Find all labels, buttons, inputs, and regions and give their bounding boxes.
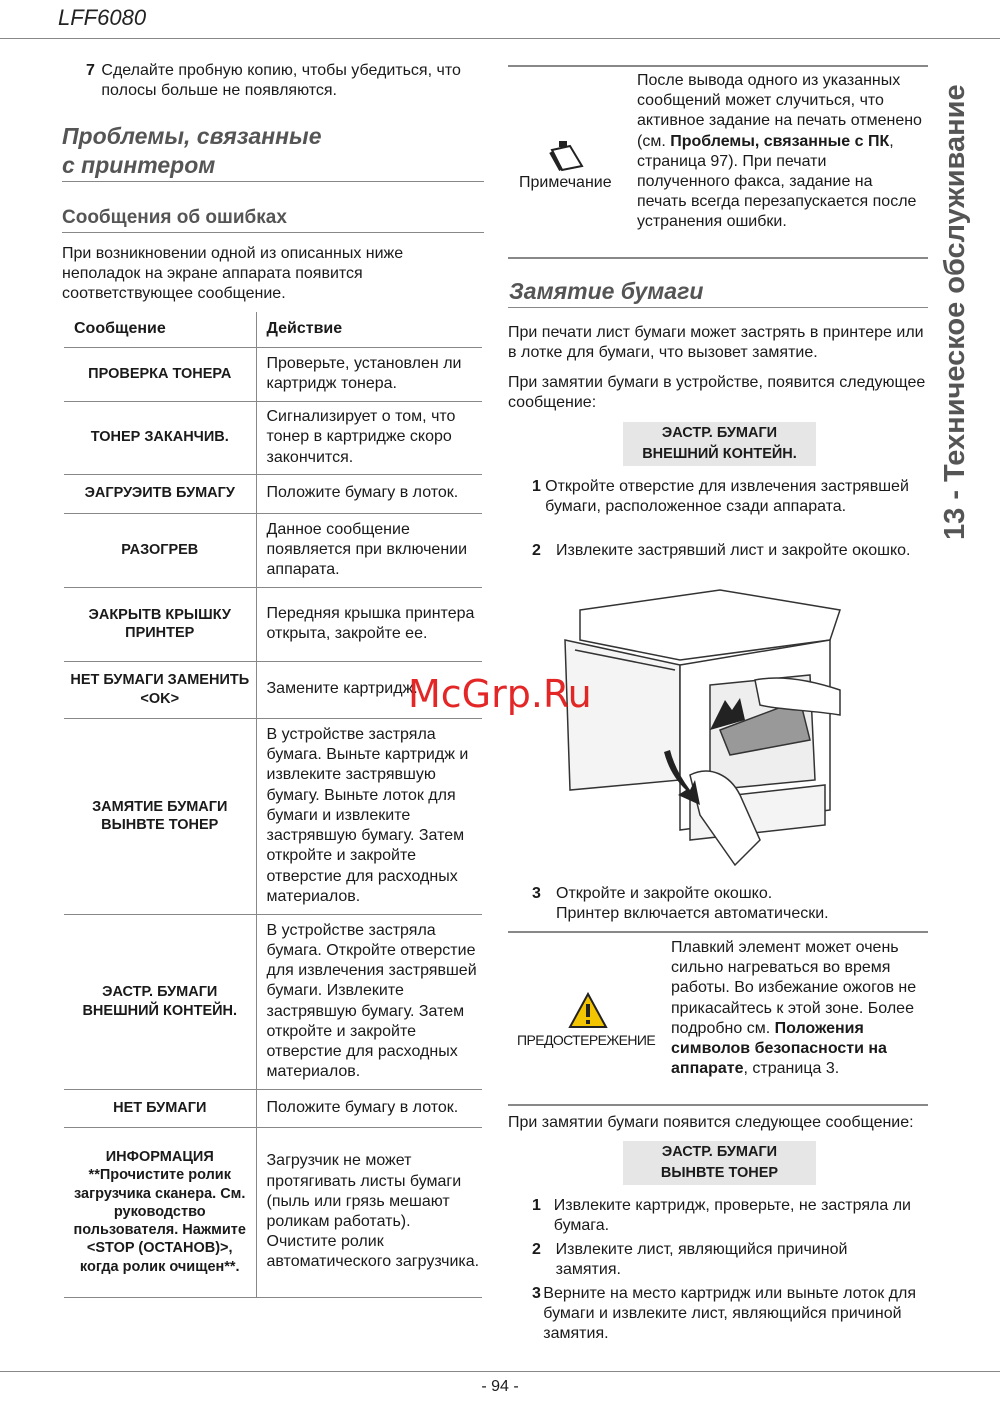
action-cell: В устройстве застряла бумага. Откройте отверстие для извлечения застрявшей бумаги. Извлеките застрявшую бумагу. Затем откройте и закройте отверстие для расходных материалов. — [266, 921, 477, 1081]
table-row — [64, 513, 482, 587]
section-title-line-2: с принтером — [62, 152, 216, 178]
warning-text-part: Плавкий элемент может очень сильно нагреваться во время работы. Во избежание ожогов не прикасайтесь к этой зоне. Более подробно см. — [671, 939, 917, 1037]
step-2 — [532, 541, 932, 561]
step-text: Верните на место картридж или выньте лоток для бумаги и извлеките лист, являющийся причиной замятия. — [543, 1285, 916, 1343]
step-text: Откройте и закройте окошко. — [556, 885, 773, 902]
action-cell: Передняя крышка принтера открыта, закройте ее. — [266, 604, 475, 642]
subsection-rule — [62, 232, 484, 233]
note-label: Примечание — [519, 174, 612, 191]
step-3 — [532, 1284, 922, 1345]
table-row — [64, 1127, 482, 1297]
step-text: Извлеките застрявший лист и закройте окошко. — [556, 542, 911, 559]
message-cell: ЗАМЯТИЕ БУМАГИ ВЫНВТЕ ТОНЕР — [64, 718, 256, 914]
step-2 — [532, 1240, 912, 1280]
action-cell: Положите бумагу в лоток. — [266, 484, 459, 502]
step-number: 2 — [532, 542, 541, 559]
table-row — [64, 587, 482, 661]
step-7 — [86, 61, 486, 101]
step-number: 3 — [532, 1285, 541, 1302]
step-text: Сделайте пробную копию, чтобы убедиться, что полосы больше не появляются. — [101, 62, 461, 100]
step-number: 2 — [532, 1241, 541, 1258]
table-row — [64, 474, 482, 513]
step-1 — [532, 1196, 932, 1236]
footer-rule — [0, 1371, 1000, 1372]
message-cell: ТОНЕР ЗАКАНЧИВ. — [64, 401, 256, 474]
step-1 — [532, 477, 912, 517]
table-row — [64, 347, 482, 401]
display-message-line: ВНЕШНИЙ КОНТЕЙН. — [642, 446, 797, 462]
warning-label: ПРЕДОСТЕРЕЖЕНИЕ — [517, 1032, 656, 1048]
header-rule — [0, 38, 1000, 39]
display-message-line: ЭАСТР. БУМАГИ — [661, 1144, 778, 1160]
table-header-row — [64, 312, 482, 347]
section-title — [62, 122, 321, 180]
paragraph: При замятии бумаги появится следующее сообщение: — [508, 1114, 914, 1131]
page-number: - 94 - — [481, 1378, 519, 1395]
note-text-part: После вывода одного из указанных сообщений может случиться, что активное задание на печать отменено (см. — [637, 72, 922, 150]
display-message-box — [623, 1141, 816, 1185]
section-rule — [62, 181, 484, 182]
action-cell: Замените картридж. — [266, 680, 418, 698]
step-number: 3 — [532, 885, 541, 902]
step-3 — [532, 884, 912, 924]
table-row — [64, 401, 482, 474]
note-bottom-rule — [508, 257, 928, 259]
subsection-title: Сообщения об ошибках — [62, 207, 287, 228]
display-message-line: ВЫНВТЕ ТОНЕР — [660, 1165, 779, 1181]
action-cell: В устройстве застряла бумага. Выньте картридж и извлеките застрявшую бумагу. Выньте лоток для бумаги и извлеките застрявшую бумагу. Затем откройте и закройте отверстие для расходных материалов. — [266, 726, 469, 905]
note-text-part: , страница 97). При печати полученного факса, задание на печать всегда перезапускается после устранения ошибки. — [637, 132, 917, 231]
error-messages-table — [64, 312, 482, 1298]
clipboard-note-icon — [548, 138, 586, 172]
warning-top-rule — [508, 931, 928, 933]
column-header: Сообщение — [64, 312, 256, 347]
intro-text: При возникновении одной из описанных ниже неполадок на экране аппарата появится соответствующее сообщение. — [62, 245, 404, 303]
step-text: Извлеките лист, являющийся причиной замятия. — [555, 1241, 848, 1279]
paragraph: При печати лист бумаги может застрять в принтере или в лотке для бумаги, что вызовет замятие. — [508, 324, 924, 362]
chapter-side-title: 13 - Техническое обслуживание — [939, 84, 971, 540]
warning-bottom-rule — [508, 1104, 928, 1106]
message-cell: НЕТ БУМАГИ ЗАМЕНИТЬ <OK> — [64, 661, 256, 718]
step-text: Принтер включается автоматически. — [556, 905, 829, 923]
message-cell: ЭАГРУЭИТВ БУМАГУ — [64, 474, 256, 513]
table-row — [64, 1089, 482, 1127]
action-cell: Положите бумагу в лоток. — [266, 1098, 459, 1116]
action-cell: Загрузчик не может протягивать листы бумаги (пыль или грязь мешают роликам работать). Очистите ролик автоматического загрузчика. — [266, 1152, 480, 1271]
section-rule — [508, 307, 928, 308]
section-title-paper-jam: Замятие бумаги — [509, 278, 704, 304]
document-header-title: LFF6080 — [58, 5, 147, 30]
warning-text-part: , страница 3. — [743, 1060, 840, 1078]
printer-paper-jam-illustration — [560, 580, 850, 870]
step-number: 1 — [532, 1197, 541, 1214]
message-cell: ИНФОРМАЦИЯ **Прочистите ролик загрузчика сканера. См. руководство пользователя. Нажмите <STOP (ОСТАНОВ)>, когда ролик очищен**. — [64, 1127, 256, 1297]
action-cell: Проверьте, установлен ли картридж тонера. — [266, 354, 462, 392]
watermark: McGrp.Ru — [408, 672, 592, 716]
step-number: 1 — [532, 478, 541, 495]
note-top-rule — [508, 65, 928, 67]
step-text: Откройте отверстие для извлечения застрявшей бумаги, расположенное сзади аппарата. — [545, 478, 909, 516]
display-message-box — [623, 422, 816, 466]
step-number: 7 — [86, 62, 95, 79]
section-title-line-1: Проблемы, связанные — [62, 123, 322, 149]
step-text: Извлеките картридж, проверьте, не застряла ли бумага. — [553, 1197, 911, 1235]
warning-link-text: Положения символов безопасности на аппарате — [671, 1019, 887, 1078]
message-cell: НЕТ БУМАГИ — [64, 1089, 256, 1127]
paragraph: При замятии бумаги в устройстве, появится следующее сообщение: — [508, 374, 926, 412]
message-cell: ЭАСТР. БУМАГИ ВНЕШНИЙ КОНТЕЙН. — [64, 914, 256, 1089]
message-cell: ЭАКРЫТВ КРЫШКУ ПРИНТЕР — [64, 587, 256, 661]
note-link-text: Проблемы, связанные с ПК — [670, 132, 890, 150]
message-cell: РАЗОГРЕВ — [64, 513, 256, 587]
action-cell: Данное сообщение появляется при включении аппарата. — [266, 520, 468, 579]
column-header: Действие — [266, 320, 343, 338]
warning-triangle-icon — [568, 992, 608, 1030]
note-text — [637, 71, 922, 233]
message-cell: ПРОВЕРКА ТОНЕРА — [64, 347, 256, 401]
warning-text — [671, 938, 926, 1079]
action-cell: Сигнализирует о том, что тонер в картридже скоро закончится. — [266, 408, 456, 466]
display-message-line: ЭАСТР. БУМАГИ — [661, 425, 778, 441]
table-row — [64, 914, 482, 1089]
table-row — [64, 718, 482, 914]
